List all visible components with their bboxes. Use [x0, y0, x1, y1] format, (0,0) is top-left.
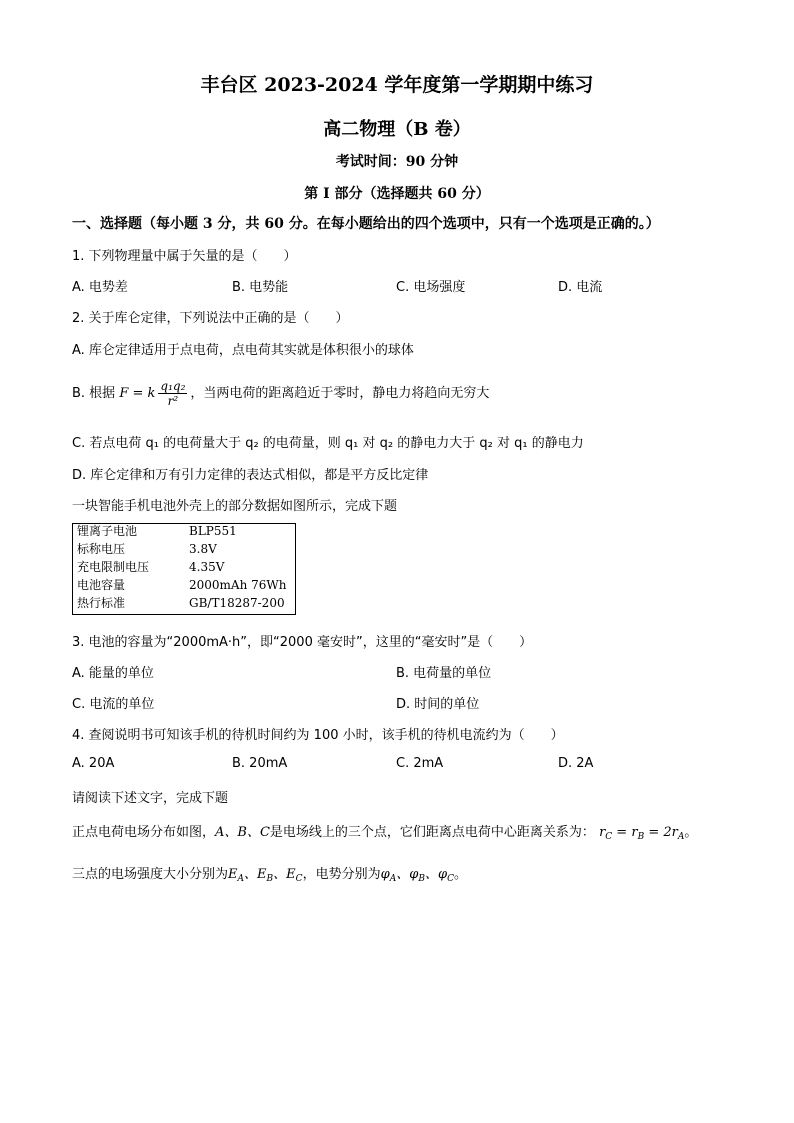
question-3-option-c: C. 电流的单位 [72, 697, 155, 712]
potential-symbols: $\varphi_A$、$\varphi_B$、$\varphi_C$ [380, 867, 454, 884]
coulomb-formula-numerator: q₁q₂ [160, 379, 186, 393]
question-4-option-b: B. 20mA [232, 756, 288, 771]
battery-table-value: 3.8V [189, 542, 217, 557]
battery-table-key: 充电限制电压 [77, 560, 150, 574]
part-heading: 第 I 部分（选择题共 60 分） [304, 186, 490, 202]
exam-time: 考试时间：90 分钟 [335, 154, 459, 170]
coulomb-formula-fraction [158, 379, 187, 408]
battery-table-value: 4.35V [189, 560, 225, 574]
battery-table-row [73, 560, 296, 578]
question-3-option-b: B. 电荷量的单位 [396, 666, 492, 681]
question-2-stem: 2. 关于库仑定律，下列说法中正确的是（ ） [72, 311, 349, 326]
coulomb-formula-denominator: r² [167, 394, 179, 408]
question-2-option-c: C. 若点电荷 q₁ 的电荷量大于 q₂ 的电荷量，则 q₁ 对 q₂ 的静电力大于 q₂ 对 q₁ 的静电力 [72, 436, 584, 451]
battery-table-row [73, 578, 296, 596]
battery-intro: 一块智能手机电池外壳上的部分数据如图所示，完成下题 [72, 499, 398, 514]
question-3-stem: 3. 电池的容量为“2000mA·h”，即“2000 毫安时”，这里的“毫安时”是（ ） [72, 635, 533, 650]
question-2-option-a: A. 库仑定律适用于点电荷，点电荷其实就是体积很小的球体 [72, 343, 414, 358]
field-paragraph-1-prefix: 正点电荷电场分布如图， [72, 825, 216, 840]
distance-relation: $r_C = r_B = 2r_A$ [599, 825, 685, 842]
battery-table-value: BLP551 [189, 524, 237, 538]
question-4-option-d: D. 2A [558, 756, 594, 771]
field-paragraph-2-mid: ，电势分别为 [302, 867, 381, 882]
subject-title: 高二物理（B 卷） [323, 119, 471, 140]
battery-table-key: 热行标准 [77, 595, 126, 610]
field-paragraph-1 [72, 821, 697, 842]
field-paragraph-2-end: 。 [453, 867, 467, 882]
battery-table-value: 2000mAh 76Wh [189, 577, 287, 592]
question-4-option-c: C. 2mA [396, 756, 444, 771]
field-paragraph-2 [72, 863, 467, 884]
question-1-stem: 1. 下列物理量中属于矢量的是（ ） [72, 249, 297, 264]
exam-title: 丰台区 2023-2024 学年度第一学期期中练习 [200, 74, 594, 96]
battery-table-key: 锂离子电池 [77, 524, 138, 538]
field-paragraph-1-end: 。 [684, 825, 698, 840]
question-2-option-d: D. 库仑定律和万有引力定律的表达式相似，都是平方反比定律 [72, 468, 429, 483]
question-1-option-c: C. 电场强度 [396, 280, 466, 295]
battery-table-key: 电池容量 [77, 577, 126, 592]
question-2-option-b [72, 378, 489, 410]
question-1-option-d: D. 电流 [558, 280, 603, 295]
question-4-option-a: A. 20A [72, 756, 115, 771]
points-abc: A、B、C [215, 825, 270, 840]
battery-table-row [73, 542, 296, 560]
battery-table-row [73, 596, 296, 615]
question-2-option-b-prefix: B. 根据 [72, 386, 116, 401]
battery-table-row [73, 524, 296, 543]
coulomb-formula-lhs: F = k [119, 386, 156, 401]
question-1-option-b: B. 电势能 [232, 280, 289, 295]
battery-table-key: 标称电压 [77, 542, 126, 557]
question-1-option-a: A. 电势差 [72, 280, 128, 295]
question-4-stem: 4. 查阅说明书可知该手机的待机时间约为 100 小时，该手机的待机电流约为（ ） [72, 728, 564, 743]
question-3-option-d: D. 时间的单位 [396, 697, 480, 712]
reading-intro: 请阅读下述文字，完成下题 [72, 791, 229, 806]
field-paragraph-1-mid: 是电场线上的三个点，它们距离点电荷中心距离关系为： [269, 825, 595, 840]
field-strength-symbols: $E_A$、$E_B$、$E_C$ [228, 867, 303, 884]
section-heading: 一、选择题（每小题 3 分，共 60 分。在每小题给出的四个选项中，只有一个选项是正确的。） [72, 216, 660, 232]
battery-data-table [72, 523, 296, 615]
question-3-option-a: A. 能量的单位 [72, 666, 154, 681]
battery-table-value: GB/T18287-200 [189, 595, 285, 610]
question-2-option-b-suffix: ，当两电荷的距离趋近于零时，静电力将趋向无穷大 [190, 386, 490, 401]
field-paragraph-2-prefix: 三点的电场强度大小分别为 [72, 867, 229, 882]
